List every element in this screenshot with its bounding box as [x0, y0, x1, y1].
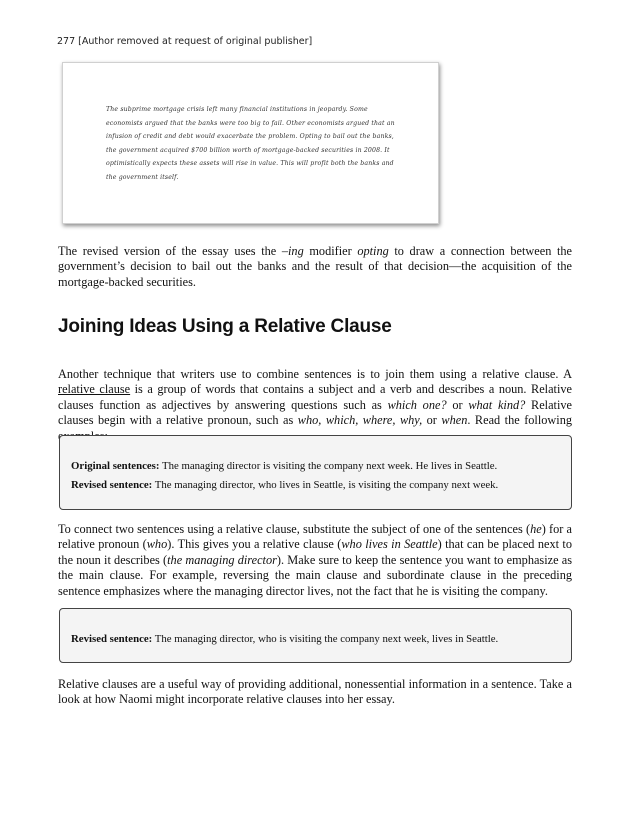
original-sentences-line: Original sentences: The managing director is visiting the company next week. He lives in Seattle.	[71, 460, 498, 472]
relative-clause-glossary-link[interactable]: relative clause	[58, 382, 131, 397]
ing-term: –ing	[281, 244, 304, 258]
closing-paragraph: Relative clauses are a useful way of providing additional, nonessential information in a sentence. Take a look at how Naomi might incorporate relative clauses into her essay.	[58, 677, 572, 707]
revised-sentence-line-2: Revised sentence: The managing director, who is visiting the company next week, lives in Seattle.	[71, 633, 499, 645]
handwritten-essay-image	[62, 62, 439, 224]
opting-term: opting	[357, 244, 389, 258]
revised-sentence-line: Revised sentence: The managing director, who lives in Seattle, is visiting the company next week.	[71, 479, 499, 491]
example-box-original-revised	[59, 435, 572, 510]
section-heading: Joining Ideas Using a Relative Clause	[58, 316, 392, 337]
page-number: 277	[57, 36, 76, 47]
connect-sentences-paragraph: To connect two sentences using a relative clause, substitute the subject of one of the sentences (he) for a relative pronoun (who). This gives you a relative clause (who lives in Seattle) that can be placed next to the noun it describes (the managing director). Make sure to keep the sentence you want to emphasize as the main clause. For example, reversing the main clause and subordinate clause in the preceding sentence emphasizes where the managing director lives, not the fact that he is visiting the company.	[58, 522, 572, 598]
running-title: [Author removed at request of original publisher]	[78, 36, 313, 47]
relative-clause-intro-paragraph: Another technique that writers use to combine sentences is to join them using a relative clause. A relative clause is a group of words that contains a subject and a verb and describes a noun. Relative clauses function as adjectives by answering questions such as which one? or what kind? Relative clauses begin with a relative pronoun, such as who, which, where, why, or when. Read the following	[58, 367, 573, 428]
page-header	[57, 36, 312, 47]
revised-version-paragraph: The revised version of the essay uses the –ing modifier opting to draw a connection between the government’s decision to bail out the banks and the result of that decision—the acquisition of the mortgage-backed securities.	[58, 244, 572, 289]
example-box-revised	[59, 608, 572, 663]
handwritten-essay-text: The subprime mortgage crisis left many financial institutions in jeopardy. Some economists argued that the banks were too big to fail. Other economists argued that an infusion of credit and debt would exacerbate the problem. Opting to bail out the banks, the government acquired $700 billion worth of mortgage-backed securities in 2008. It optimistically expects these assets will rise in value. This will profit both the banks and the government itself.	[106, 106, 395, 181]
